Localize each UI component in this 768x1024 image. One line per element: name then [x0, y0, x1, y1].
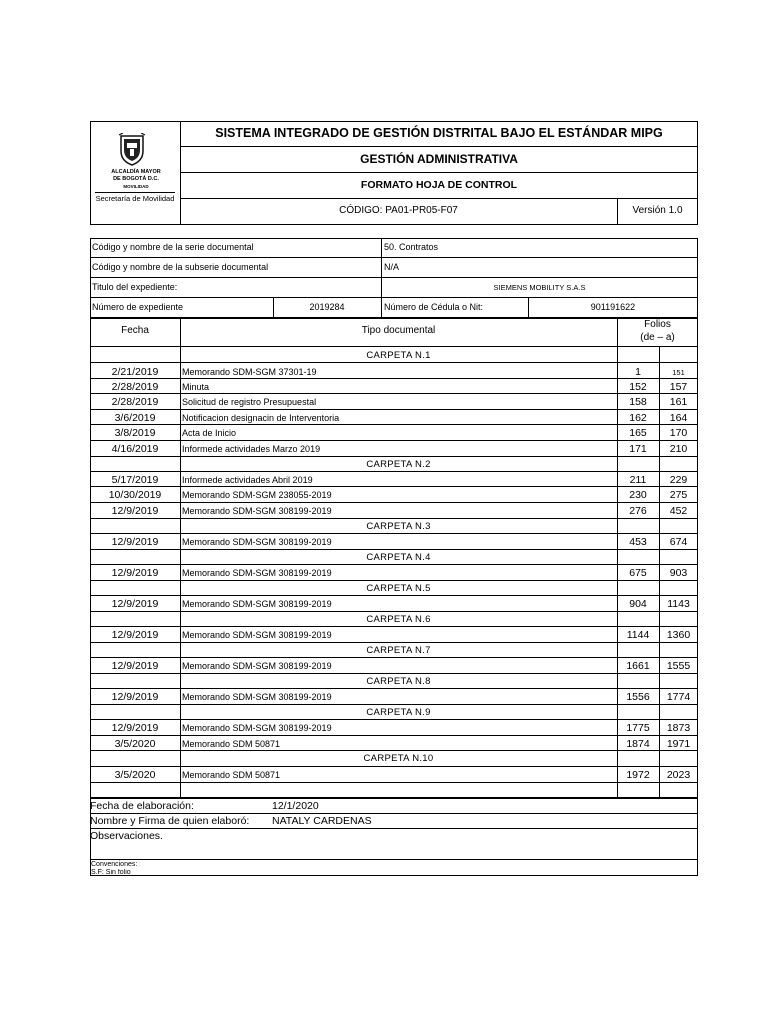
- cedula-value: 901191622: [590, 302, 636, 312]
- header-version: Versión 1.0: [632, 205, 683, 216]
- row-fecha: 2/28/2019: [111, 396, 159, 408]
- observaciones-label: Observaciones.: [90, 830, 163, 842]
- row-folio-a: 151: [672, 367, 685, 377]
- row-folio-de: 1972: [626, 769, 650, 781]
- table-row-line: [90, 611, 698, 612]
- titulo-value: SIEMENS MOBILITY S.A.S: [493, 283, 586, 292]
- table-row-line: [90, 580, 698, 581]
- row-folio-de: 276: [629, 505, 647, 517]
- row-folio-a: 157: [669, 380, 688, 393]
- row-folio-a: 1873: [666, 722, 691, 734]
- folder-label: CARPETA N.1: [366, 349, 431, 361]
- row-fecha: 12/9/2019: [111, 505, 159, 517]
- titulo-label: Titulo del expediente:: [92, 282, 178, 292]
- row-folio-a: 1971: [666, 737, 691, 750]
- row-folio-de: 1775: [626, 722, 650, 734]
- row-tipo: Memorando SDM-SGM 37301-19: [182, 366, 317, 377]
- row-folio-de: 453: [629, 536, 647, 548]
- row-fecha: 12/9/2019: [111, 691, 159, 703]
- table-row-line: [90, 393, 698, 394]
- row-folio-a: 161: [669, 396, 688, 408]
- table-row-line: [90, 564, 698, 565]
- row-tipo: Solicitud de registro Presupuestal: [182, 397, 317, 407]
- row-folio-de: 675: [629, 567, 647, 579]
- row-tipo: Minuta: [182, 381, 210, 392]
- row-fecha: 2/28/2019: [111, 380, 159, 393]
- row-tipo: Memorando SDM-SGM 308199-2019: [182, 630, 332, 640]
- cedula-label: Número de Cédula o Nit:: [384, 302, 484, 312]
- fecha-elaboracion-label: Fecha de elaboración:: [90, 800, 194, 812]
- table-row-line: [90, 657, 698, 658]
- row-folio-a: 1774: [666, 691, 691, 703]
- row-folio-a: 229: [669, 473, 688, 486]
- row-folio-a: 903: [669, 567, 688, 579]
- row-fecha: 3/5/2020: [114, 737, 156, 750]
- info-line-3: [90, 297, 698, 298]
- row-tipo: Informede actividades Marzo 2019: [182, 444, 321, 454]
- table-row-line: [90, 471, 698, 472]
- table-row-line: [90, 378, 698, 379]
- folder-label: CARPETA N.10: [363, 753, 434, 764]
- table-row-line: [90, 688, 698, 689]
- row-folio-a: 674: [669, 536, 688, 548]
- row-fecha: 3/5/2020: [114, 769, 156, 781]
- header-line-2: [180, 172, 698, 173]
- row-folio-a: 2023: [666, 769, 691, 781]
- row-tipo: Memorando SDM-SGM 238055-2019: [182, 490, 332, 500]
- row-folio-a: 170: [669, 427, 688, 439]
- folder-label: CARPETA N.4: [366, 551, 431, 563]
- row-folio-de: 211: [629, 473, 647, 486]
- table-row-line: [90, 642, 698, 643]
- info-line-2: [90, 277, 698, 278]
- row-fecha: 3/6/2019: [114, 411, 156, 424]
- table-row-line: [90, 549, 698, 550]
- row-folio-de: 1874: [626, 737, 650, 750]
- row-folio-a: 452: [669, 505, 688, 517]
- folder-label: CARPETA N.9: [366, 706, 431, 718]
- table-row-line: [90, 782, 698, 783]
- info-line-1: [90, 257, 698, 258]
- col-header-folios-range: (de – a): [640, 332, 675, 343]
- col-header-folios: Folios: [644, 319, 671, 330]
- row-fecha: 12/9/2019: [111, 660, 159, 672]
- row-tipo: Memorando SDM-SGM 308199-2019: [182, 568, 332, 578]
- row-folio-a: 1555: [666, 660, 691, 672]
- row-folio-de: 171: [629, 443, 647, 455]
- table-row-line: [90, 750, 698, 751]
- info-col-divider: [381, 238, 382, 318]
- table-row-line: [90, 673, 698, 674]
- table-row-line: [90, 456, 698, 457]
- row-tipo: Informede actividades Abril 2019: [182, 474, 313, 485]
- col-header-fecha: Fecha: [121, 325, 149, 336]
- logo-line-1: ALCALDÍA MAYOR: [111, 169, 161, 175]
- header-title-1: SISTEMA INTEGRADO DE GESTIÓN DISTRITAL BAJO EL ESTÁNDAR MIPG: [215, 126, 663, 140]
- row-folio-a: 275: [669, 489, 688, 501]
- row-tipo: Memorando SDM-SGM 308199-2019: [182, 599, 332, 609]
- row-fecha: 10/30/2019: [108, 489, 162, 501]
- footer-line-3: [90, 859, 698, 860]
- logo-divider: [95, 192, 175, 193]
- numero-value: 2019284: [309, 302, 345, 312]
- table-row-line: [90, 424, 698, 425]
- table-row-line: [90, 486, 698, 487]
- table-row-line: [90, 533, 698, 534]
- row-fecha: 4/16/2019: [111, 443, 159, 455]
- table-row-line: [90, 704, 698, 705]
- numero-label: Número de expediente: [92, 302, 184, 312]
- row-tipo: Memorando SDM-SGM 308199-2019: [182, 506, 332, 516]
- table-row-line: [90, 409, 698, 410]
- table-header-line: [90, 346, 698, 347]
- firma-value: NATALY CARDENAS: [272, 815, 372, 827]
- folder-label: CARPETA N.6: [366, 613, 431, 625]
- table-row-line: [90, 440, 698, 441]
- row-tipo: Memorando SDM-SGM 308199-2019: [182, 723, 332, 733]
- convenciones-cut-text: S.F: Sin folio: [91, 869, 131, 875]
- folder-label: CARPETA N.2: [366, 458, 431, 470]
- table-row-line: [90, 502, 698, 503]
- row-folio-de: 904: [629, 598, 647, 610]
- table-row-line: [90, 626, 698, 627]
- footer-line-1: [90, 813, 698, 814]
- logo-line-3: MOVILIDAD: [123, 184, 149, 189]
- coat-of-arms-icon: [117, 133, 147, 167]
- row-folio-a: 1360: [666, 629, 691, 641]
- table-row-line: [90, 362, 698, 363]
- header-title-3: FORMATO HOJA DE CONTROL: [360, 179, 518, 191]
- row-folio-de: 230: [629, 489, 647, 501]
- header-line-1: [180, 146, 698, 147]
- footer-line-2: [90, 828, 698, 829]
- row-folio-de: 1661: [626, 660, 650, 672]
- table-row-line: [90, 595, 698, 596]
- row-folio-a: 1143: [667, 598, 690, 610]
- table-row-line: [90, 735, 698, 736]
- row-folio-a: 164: [669, 411, 688, 424]
- row-tipo: Acta de Inicio: [182, 428, 237, 438]
- firma-label: Nombre y Firma de quien elaboró:: [90, 815, 250, 827]
- folder-label: CARPETA N.7: [366, 644, 431, 656]
- row-tipo: Memorando SDM 50871: [182, 770, 281, 780]
- folder-label: CARPETA N.5: [366, 582, 431, 594]
- row-fecha: 5/17/2019: [111, 473, 159, 486]
- col-header-tipo: Tipo documental: [361, 325, 436, 336]
- convenciones-label: Convenciones:: [91, 861, 138, 868]
- fecha-elaboracion-value: 12/1/2020: [272, 800, 319, 812]
- row-tipo: Memorando SDM-SGM 308199-2019: [182, 537, 332, 547]
- folder-label: CARPETA N.3: [366, 520, 431, 532]
- row-folio-de: 1144: [626, 629, 650, 641]
- serie-label: Código y nombre de la serie documental: [92, 242, 254, 252]
- row-tipo: Notificacion designacin de Interventoria: [182, 412, 340, 423]
- table-row-line: [90, 518, 698, 519]
- row-tipo: Memorando SDM-SGM 308199-2019: [182, 661, 332, 671]
- row-tipo: Memorando SDM-SGM 308199-2019: [182, 692, 332, 702]
- row-folio-de: 152: [629, 380, 647, 393]
- row-fecha: 12/9/2019: [111, 536, 159, 548]
- serie-value: 50. Contratos: [384, 242, 439, 252]
- row-fecha: 3/8/2019: [114, 427, 156, 439]
- row-folio-a: 210: [669, 443, 688, 455]
- row-folio-de: 158: [629, 396, 647, 408]
- subserie-label: Código y nombre de la subserie documental: [92, 262, 269, 272]
- row-tipo: Memorando SDM 50871: [182, 738, 281, 749]
- row-fecha: 12/9/2019: [111, 629, 159, 641]
- row-fecha: 12/9/2019: [111, 598, 159, 610]
- table-row-line: [90, 719, 698, 720]
- table-row-line: [90, 766, 698, 767]
- row-fecha: 12/9/2019: [111, 567, 159, 579]
- header-codigo: CÓDIGO: PA01-PR05-F07: [339, 205, 458, 216]
- folder-label: CARPETA N.8: [366, 675, 431, 687]
- header-title-2: GESTIÓN ADMINISTRATIVA: [360, 152, 518, 166]
- row-folio-de: 162: [629, 411, 647, 424]
- row-folio-de: 1: [635, 365, 641, 378]
- row-folio-de: 165: [629, 427, 647, 439]
- row-fecha: 12/9/2019: [111, 722, 159, 734]
- row-fecha: 2/21/2019: [111, 365, 159, 378]
- logo-line-4: Secretaría de Movilidad: [95, 194, 175, 203]
- header-line-3: [180, 198, 698, 199]
- row-folio-de: 1556: [626, 691, 650, 703]
- subserie-value: N/A: [384, 262, 400, 272]
- logo-line-2: DE BOGOTÁ D.C.: [113, 176, 159, 182]
- convenciones-clip: [91, 869, 291, 875]
